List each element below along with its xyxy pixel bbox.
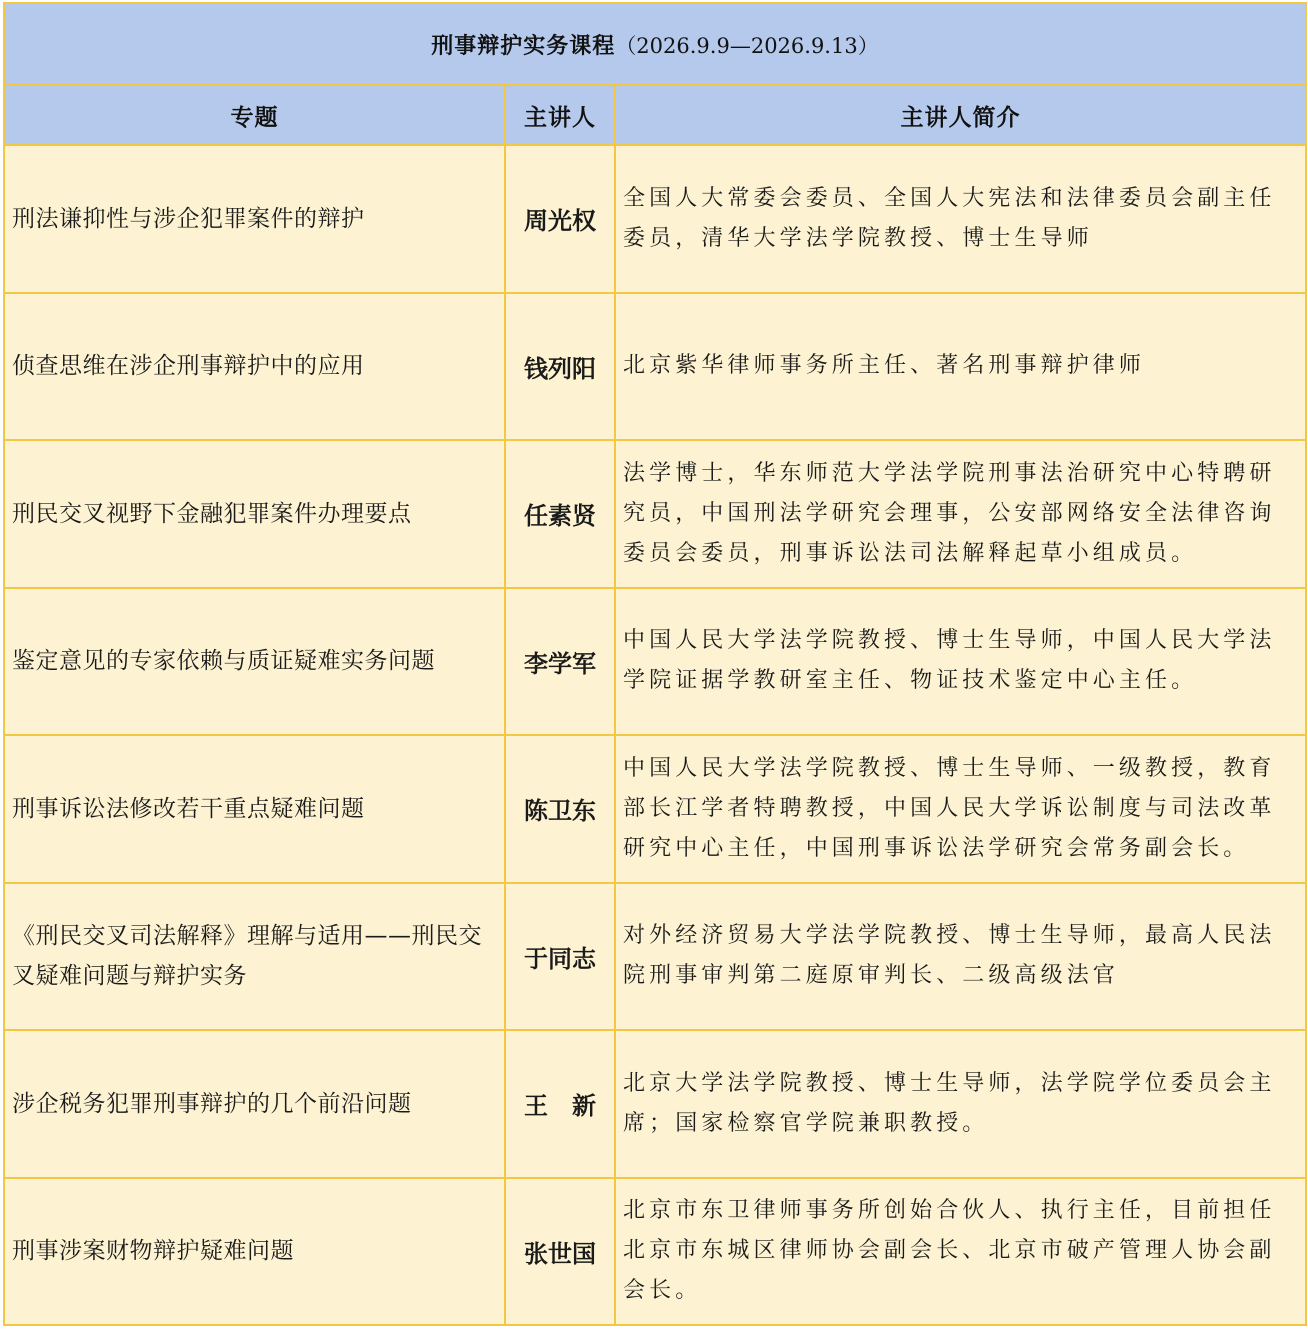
bio-cell: 北京市东卫律师事务所创始合伙人、执行主任，目前担任北京市东城区律师协会副会长、北京市破产管理人协会副会长。 [615, 1178, 1306, 1326]
topic-cell: 刑民交叉视野下金融犯罪案件办理要点 [4, 440, 505, 588]
speaker-cell: 周光权 [505, 145, 615, 293]
table-row [4, 588, 1306, 736]
topic-cell: 《刑民交叉司法解释》理解与适用——刑民交叉疑难问题与辩护实务 [4, 883, 505, 1031]
topic-cell: 鉴定意见的专家依赖与质证疑难实务问题 [4, 588, 505, 736]
speaker-cell: 于同志 [505, 883, 615, 1031]
table-row [4, 440, 1306, 588]
table-row [4, 1030, 1306, 1178]
speaker-cell: 王 新 [505, 1030, 615, 1178]
speaker-cell: 李学军 [505, 588, 615, 736]
table-date-range: （2026.9.9—2026.9.13） [615, 33, 879, 58]
table-row [4, 293, 1306, 441]
column-header-bio: 主讲人简介 [615, 85, 1306, 145]
topic-cell: 涉企税务犯罪刑事辩护的几个前沿问题 [4, 1030, 505, 1178]
bio-cell: 中国人民大学法学院教授、博士生导师，中国人民大学法学院证据学教研室主任、物证技术鉴定中心主任。 [615, 588, 1306, 736]
speaker-cell: 任素贤 [505, 440, 615, 588]
table-row [4, 883, 1306, 1031]
bio-cell: 北京紫华律师事务所主任、著名刑事辩护律师 [615, 293, 1306, 441]
topic-cell: 刑事诉讼法修改若干重点疑难问题 [4, 735, 505, 883]
bio-cell: 中国人民大学法学院教授、博士生导师、一级教授，教育部长江学者特聘教授，中国人民大学诉讼制度与司法改革研究中心主任，中国刑事诉讼法学研究会常务副会长。 [615, 735, 1306, 883]
bio-cell: 全国人大常委会委员、全国人大宪法和法律委员会副主任委员，清华大学法学院教授、博士生导师 [615, 145, 1306, 293]
topic-cell: 刑事涉案财物辩护疑难问题 [4, 1178, 505, 1326]
speaker-cell: 钱列阳 [505, 293, 615, 441]
table-row [4, 1178, 1306, 1326]
table-title: 刑事辩护实务课程 [431, 33, 616, 59]
table-title-cell [4, 3, 1306, 85]
column-header-topic: 专题 [4, 85, 505, 145]
table-row [4, 735, 1306, 883]
bio-cell: 对外经济贸易大学法学院教授、博士生导师，最高人民法院刑事审判第二庭原审判长、二级高级法官 [615, 883, 1306, 1031]
course-table [3, 2, 1307, 1326]
table-row [4, 145, 1306, 293]
speaker-cell: 张世国 [505, 1178, 615, 1326]
column-header-speaker: 主讲人 [505, 85, 615, 145]
table-title-row [4, 3, 1306, 85]
speaker-cell: 陈卫东 [505, 735, 615, 883]
topic-cell: 刑法谦抑性与涉企犯罪案件的辩护 [4, 145, 505, 293]
bio-cell: 法学博士，华东师范大学法学院刑事法治研究中心特聘研究员，中国刑法学研究会理事，公安部网络安全法律咨询委员会委员，刑事诉讼法司法解释起草小组成员。 [615, 440, 1306, 588]
bio-cell: 北京大学法学院教授、博士生导师，法学院学位委员会主席；国家检察官学院兼职教授。 [615, 1030, 1306, 1178]
topic-cell: 侦查思维在涉企刑事辩护中的应用 [4, 293, 505, 441]
table-header-row [4, 85, 1306, 145]
